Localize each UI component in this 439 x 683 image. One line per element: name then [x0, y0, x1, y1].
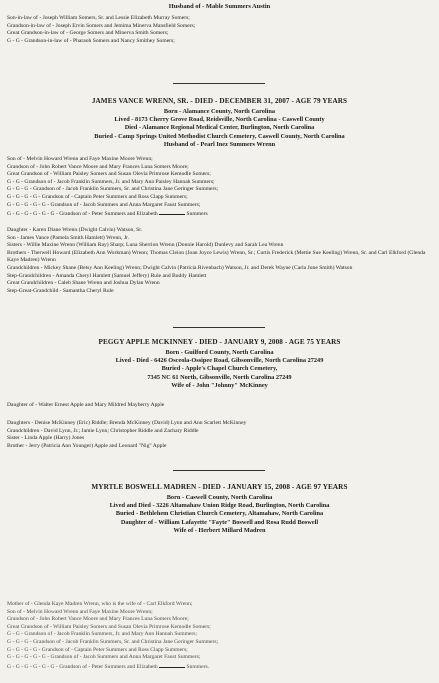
relative-line: Son - James Vance (Pamela Smith Hamlett) Wrenn, Jr. — [7, 234, 129, 241]
top-lineage-line: Son-in-law of - Joseph William Somers, Sr. and Lessie Elizabeth Murray Somers; — [7, 15, 190, 21]
detail-line: 7345 NC 61 North, Gibsonville, North Carolina 27249 — [147, 373, 292, 381]
lineage-line: Great Grandson of - William Paisley Somers and Susan Olevia Primrose Kemodle Somers; — [7, 623, 211, 630]
detail-line: Lived - 8173 Cherry Grove Road, Reidsville, North Carolina - Caswell County — [114, 116, 325, 124]
lineage-line: G - G - Grandson of - Jacob Franklin Summers, Jr. and Mary Ann Hannah Summers; — [7, 631, 198, 638]
lineage-tail: Summers. — [186, 663, 210, 670]
wrenn-lineage — [7, 156, 435, 219]
section-divider — [173, 470, 265, 471]
relative-line: Step-Grandchildren - Amanda Cheryl Hamlett (Samuel Jeffery) Rule and Buddy Hamlett — [7, 272, 207, 279]
lineage-line: Grandson of - John Robert Vance Moore and Mary Frances Luna Somers Moore; — [7, 616, 189, 623]
relative-line: Great Grandchildren - Caleb Shane Wrenn and Joshua Dylan Wrenn — [7, 280, 160, 287]
detail-line: Wife of - Herbert Millard Madren — [173, 526, 266, 534]
blank-underline — [159, 662, 185, 668]
lineage-tail: Summers — [186, 211, 208, 218]
detail-line: Born - Alamance County, North Carolina — [163, 108, 276, 115]
wrenn-relatives — [7, 227, 435, 295]
lineage-line: G - G - G - G - G - Grandson of - Jacob Summers and Anna Margaret Faust Summers; — [7, 654, 201, 661]
relative-line: Grandchildren - David Lynn, Jr.; Jamie Lynn; Christopher Riddle and Zachary Riddle — [7, 427, 199, 434]
madren-details — [0, 494, 439, 535]
detail-line: Lived - Died - 6426 Osceola-Ossipee Road, Gibsonville, North Carolina 27249 — [115, 357, 324, 365]
lineage-line: G - G - G - G - G - Grandson of - Jacob Summers and Anna Margaret Faust Summers; — [7, 201, 201, 208]
relative-line: Sister - Linda Apple (Harry) Jones — [7, 435, 85, 442]
lineage-line: G - G - G - Grandson of - Jacob Franklin Summers, Sr. and Christina Jane Geringer Summers; — [7, 186, 219, 193]
lineage-line: Son of - Melvin Howard Wrenn and Faye Maxine Moore Wrenn; — [7, 156, 153, 162]
relative-line: Daughters - Denise McKinney (Eric) Riddle; Brenda McKinney (David) Lynn and Ann Scarlett McKinney — [7, 420, 247, 426]
husband-line: Husband of - Mable Summers Austin — [168, 3, 271, 10]
mckinney-title: PEGGY APPLE MCKINNEY - DIED - JANUARY 9, 2008 - AGE 75 YEARS — [98, 338, 341, 346]
detail-line: Buried - Camp Springs United Methodist Church Cemetery, Caswell County, North Carolina — [94, 132, 345, 140]
top-lineage-line: Great Grandson-in-law of - George Somers and Minerva Smith Somers; — [7, 30, 169, 37]
mckinney-parents — [7, 402, 435, 410]
lineage-line-final — [7, 662, 435, 672]
madren-title: MYRTLE BOSWELL MADREN - DIED - JANUARY 15, 2008 - AGE 97 YEARS — [91, 483, 348, 491]
detail-line: Born - Caswell County, North Carolina — [166, 494, 273, 501]
lineage-line: Great Grandson of - William Paisley Somers and Susan Olevia Primrose Kemodle Somers; — [7, 171, 211, 178]
relative-line: Sisters - Willie Maxine Wrenn (William Ray) Sharp; Luna Sherrion Wrenn (Donnie Harold) Dunlevy and Sarah Lea Wrenn — [7, 242, 284, 249]
top-lineage-line: G - G - Grandson-in-law of - Pharaoh Somers and Nancy Smithey Somers; — [7, 37, 175, 44]
relative-line: Brothers - Therwell Howard (Elizabeth Ann Workman) Wrenn; Thomas Cleion (Joan Joyce Lewis) Wrenn, Sr.; Curtis Frederick (Mettie Sue Keeling) Wrenn, Sr. and Carl Elkford (Glenda Kaye Madren) Wrenn — [7, 249, 426, 264]
blank-underline — [159, 209, 185, 215]
lineage-line: Son of - Melvin Howard Wrenn and Faye Maxine Moore Wrenn; — [7, 608, 153, 615]
lineage-line: Mother of - Glenda Kaye Madren Wrenn, who is the wife of - Carl Elkford Wrenn; — [7, 601, 193, 607]
detail-line: Buried - Apple's Chapel Church Cemetery, — [161, 365, 278, 373]
section-divider — [173, 83, 265, 84]
lineage-line: G - G - Grandson of - Jacob Franklin Summers, Jr. and Mary Ann Paisley Hannah Summers; — [7, 178, 215, 185]
mckinney-relatives — [7, 420, 435, 450]
detail-line: Daughter of - William Lafayette "Fayte" Boswell and Rosa Rudd Boswell — [120, 518, 319, 526]
top-lineage — [7, 15, 435, 45]
section-divider — [173, 327, 265, 328]
lineage-line-final — [7, 209, 435, 219]
daughter-of-line: Daughter of - Walter Ernest Apple and Mary Mildred Mayberry Apple — [7, 402, 165, 408]
lineage-line: G - G - G - G - Grandson of - Captain Peter Summers and Ross Clapp Summers; — [7, 193, 188, 200]
relative-line: Brother - Jerry (Patricia Ann Younger) Apple and Leonard "Nig" Apple — [7, 442, 167, 449]
lineage-text: G - G - G - G - G - G - Grandson of - Peter Summers and Elizabeth — [7, 211, 158, 218]
detail-line: Husband of - Pearl Inez Summers Wrenn — [163, 140, 276, 148]
wrenn-title: JAMES VANCE WRENN, SR. - DIED - DECEMBER 31, 2007 - AGE 79 YEARS — [91, 97, 348, 105]
detail-line: Wife of - John "Johnny" McKinney — [171, 381, 268, 389]
lineage-line: G - G - G - Grandson of - Jacob Franklin Summers, Sr. and Christina Jane Geringer Summers; — [7, 638, 219, 645]
relative-line: Grandchildren - Mickey Shane (Betsy Ann Keeling) Wrenn; Dwight Calvin (Patricia Rivenbach) Watson, Jr. and Derek Wayne (Carla June Smith) Watson — [7, 264, 353, 271]
detail-line: Died - Alamance Regional Medical Center, Burlington, North Carolina — [124, 124, 315, 132]
relative-line: Daughter - Karen Diane Wrenn (Dwight Calvin) Watson, Sr. — [7, 227, 143, 233]
detail-line: Born - Guilford County, North Carolina — [165, 349, 274, 356]
mckinney-details — [0, 349, 439, 390]
detail-line: Buried - Bethlehem Christian Church Cemetery, Altamahaw, North Carolina — [115, 510, 324, 518]
top-lineage-line: Grandson-in-law of - Joseph Ervin Somers and Jemima Minerva Mansfield Somers; — [7, 22, 196, 29]
madren-lineage — [7, 601, 435, 671]
detail-line: Lived and Died - 3226 Altamahaw Union Ridge Road, Burlington, North Carolina — [109, 502, 330, 510]
relative-line: Step-Great-Grandchild - Samantha Cheryl Rule — [7, 287, 114, 294]
lineage-line: G - G - G - G - Grandson of - Captain Peter Summers and Ross Clapp Summers; — [7, 646, 188, 653]
wrenn-details — [0, 108, 439, 149]
lineage-line: Grandson of - John Robert Vance Moore and Mary Frances Luna Somers Moore; — [7, 163, 189, 170]
lineage-text: G - G - G - G - G - G - Grandson of - Peter Summers and Elizabeth — [7, 663, 158, 670]
